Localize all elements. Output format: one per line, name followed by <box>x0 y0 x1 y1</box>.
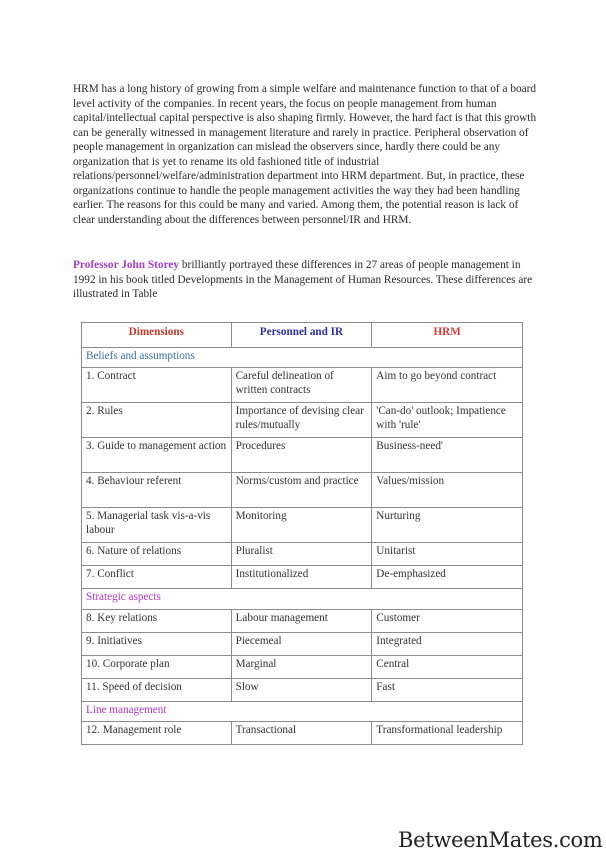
table-row <box>82 543 523 566</box>
section-title-strategic: Strategic aspects <box>82 589 523 610</box>
cell-personnel-ir: Piecemeal <box>231 632 372 655</box>
cell-hrm: Unitarist <box>372 543 523 566</box>
cell-personnel-ir: Monitoring <box>231 508 372 543</box>
cell-hrm: Aim to go beyond contract <box>372 368 523 403</box>
cell-personnel-ir: Careful delineation of written contracts <box>231 368 372 403</box>
table-row <box>82 368 523 403</box>
comparison-table <box>81 322 523 745</box>
table-row <box>82 438 523 473</box>
storey-paragraph <box>73 258 543 302</box>
table-row <box>82 508 523 543</box>
cell-dimension: 11. Speed of decision <box>82 678 232 701</box>
cell-dimension: 2. Rules <box>82 403 232 438</box>
cell-dimension: 10. Corporate plan <box>82 655 232 678</box>
intro-paragraph: HRM has a long history of growing from a simple welfare and maintenance function to that of a board level activity of the companies. In recent years, the focus on people management from human capital/intellectual capital perspective is also shaping firmly. However, the hard fact is that this growth can be generally witnessed in management literature and rarely in practice. Peripheral observation of people management in organization can mislead the observers since, hardly there could be any organization that is yet to rename its old fashioned title of industrial relations/personnel/welfare/administration department into HRM department. But, in practice, these organizations continue to handle the people management activities the way they had been handling earlier. The reasons for this could be many and varied. Among them, the potential reason is lack of clear understanding about the differences between personnel/IR and HRM. <box>73 83 537 226</box>
cell-hrm: Fast <box>372 678 523 701</box>
table-row <box>82 632 523 655</box>
cell-hrm: Values/mission <box>372 473 523 508</box>
cell-personnel-ir: Procedures <box>231 438 372 473</box>
cell-dimension: 9. Initiatives <box>82 632 232 655</box>
table-row <box>82 403 523 438</box>
section-title-line-management: Line management <box>82 701 523 722</box>
table-row <box>82 609 523 632</box>
cell-hrm: Business-need' <box>372 438 523 473</box>
cell-dimension: 7. Conflict <box>82 566 232 589</box>
cell-hrm: Nurturing <box>372 508 523 543</box>
cell-dimension: 6. Nature of relations <box>82 543 232 566</box>
cell-hrm: Customer <box>372 609 523 632</box>
cell-personnel-ir: Slow <box>231 678 372 701</box>
cell-hrm: Transformational leadership <box>372 722 523 745</box>
cell-dimension: 1. Contract <box>82 368 232 403</box>
cell-dimension: 4. Behaviour referent <box>82 473 232 508</box>
table-row <box>82 655 523 678</box>
cell-personnel-ir: Institutionalized <box>231 566 372 589</box>
header-hrm: HRM <box>372 323 523 348</box>
cell-personnel-ir: Norms/custom and practice <box>231 473 372 508</box>
header-dimensions: Dimensions <box>82 323 232 348</box>
table-header-row <box>82 323 523 348</box>
cell-hrm: De-emphasized <box>372 566 523 589</box>
cell-dimension: 3. Guide to management action <box>82 438 232 473</box>
cell-hrm: 'Can-do' outlook; Impatience with 'rule' <box>372 403 523 438</box>
cell-hrm: Central <box>372 655 523 678</box>
cell-personnel-ir: Pluralist <box>231 543 372 566</box>
section-row <box>82 701 523 722</box>
cell-dimension: 5. Managerial task vis-a-vis labour <box>82 508 232 543</box>
section-row <box>82 589 523 610</box>
cell-dimension: 12. Management role <box>82 722 232 745</box>
section-row <box>82 347 523 368</box>
cell-personnel-ir: Transactional <box>231 722 372 745</box>
cell-dimension: 8. Key relations <box>82 609 232 632</box>
storey-name-highlight: Professor John Storey <box>73 259 180 271</box>
table-row <box>82 678 523 701</box>
section-title-beliefs: Beliefs and assumptions <box>82 347 523 368</box>
table-row <box>82 722 523 745</box>
cell-personnel-ir: Labour management <box>231 609 372 632</box>
cell-hrm: Integrated <box>372 632 523 655</box>
storey-paragraph-text: brilliantly portrayed these differences in 27 areas of people management in 1992 in his book titled Developments in the Management of Human Resources. These differences are illustrated in Table <box>73 259 533 300</box>
table-row <box>82 473 523 508</box>
cell-personnel-ir: Marginal <box>231 655 372 678</box>
table-row <box>82 566 523 589</box>
header-personnel-ir: Personnel and IR <box>231 323 372 348</box>
cell-personnel-ir: Importance of devising clear rules/mutually <box>231 403 372 438</box>
watermark-logo: BetweenMates.com <box>398 828 603 852</box>
